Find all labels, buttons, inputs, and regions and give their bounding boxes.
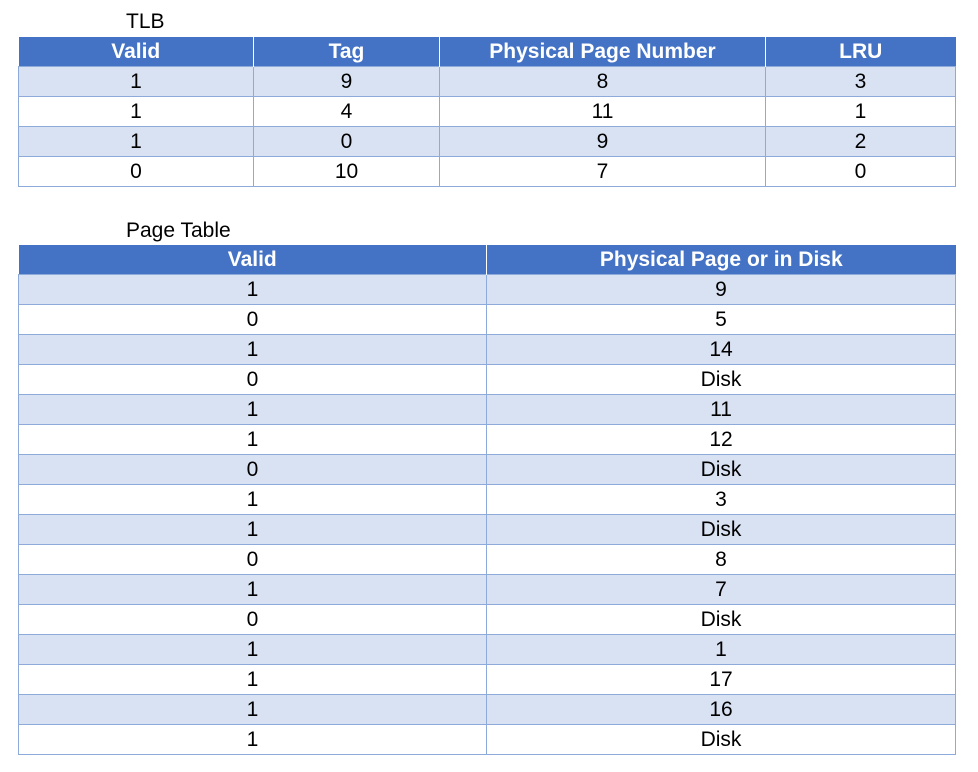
tlb-header-physical-page-number: Physical Page Number <box>440 37 766 67</box>
page-table-valid-cell: 1 <box>19 275 487 305</box>
page-table-physical-page-cell: 14 <box>487 335 956 365</box>
page-table-valid-cell: 0 <box>19 605 487 635</box>
page-table-row <box>19 545 956 575</box>
tlb-physical-page-cell: 7 <box>440 157 766 187</box>
tlb-header-row <box>19 37 956 67</box>
tlb-table <box>18 37 956 187</box>
page-table-valid-cell: 1 <box>19 725 487 755</box>
tlb-physical-page-cell: 8 <box>440 67 766 97</box>
page-table-physical-page-cell: Disk <box>487 365 956 395</box>
page-table <box>18 245 956 755</box>
page-table-valid-cell: 1 <box>19 635 487 665</box>
tlb-valid-cell: 1 <box>19 67 254 97</box>
page-table-valid-cell: 0 <box>19 455 487 485</box>
page-table-row <box>19 515 956 545</box>
page-table-physical-page-cell: 16 <box>487 695 956 725</box>
tlb-lru-cell: 0 <box>766 157 956 187</box>
page-table-valid-cell: 0 <box>19 305 487 335</box>
tlb-valid-cell: 0 <box>19 157 254 187</box>
tlb-tag-cell: 0 <box>254 127 440 157</box>
page-table-physical-page-cell: Disk <box>487 515 956 545</box>
tlb-header-valid: Valid <box>19 37 254 67</box>
page-table-physical-page-cell: Disk <box>487 725 956 755</box>
page-table-valid-cell: 1 <box>19 665 487 695</box>
page-table-physical-page-cell: 7 <box>487 575 956 605</box>
tlb-lru-cell: 1 <box>766 97 956 127</box>
page-table-row <box>19 665 956 695</box>
page-table-physical-page-cell: 3 <box>487 485 956 515</box>
page-table-valid-cell: 0 <box>19 545 487 575</box>
page-table-physical-page-cell: 12 <box>487 425 956 455</box>
page-table-header-row <box>19 245 956 275</box>
page-table-row <box>19 485 956 515</box>
page-table-valid-cell: 1 <box>19 485 487 515</box>
tlb-tag-cell: 9 <box>254 67 440 97</box>
tlb-physical-page-cell: 11 <box>440 97 766 127</box>
page-table-physical-page-cell: 5 <box>487 305 956 335</box>
page-table-row <box>19 695 956 725</box>
tlb-caption: TLB <box>126 10 165 33</box>
tlb-valid-cell: 1 <box>19 97 254 127</box>
tlb-tag-cell: 10 <box>254 157 440 187</box>
page-table-header-valid: Valid <box>19 245 487 275</box>
page-table-physical-page-cell: 8 <box>487 545 956 575</box>
tlb-row <box>19 127 956 157</box>
tlb-row <box>19 97 956 127</box>
page-table-valid-cell: 1 <box>19 425 487 455</box>
tlb-header-lru: LRU <box>766 37 956 67</box>
page-table-row <box>19 605 956 635</box>
page-table-physical-page-cell: Disk <box>487 605 956 635</box>
tlb-row <box>19 157 956 187</box>
page-table-physical-page-cell: 17 <box>487 665 956 695</box>
tlb-valid-cell: 1 <box>19 127 254 157</box>
page-table-valid-cell: 1 <box>19 575 487 605</box>
page-table-row <box>19 725 956 755</box>
tlb-lru-cell: 2 <box>766 127 956 157</box>
page-table-physical-page-cell: 11 <box>487 395 956 425</box>
tlb-lru-cell: 3 <box>766 67 956 97</box>
page-table-valid-cell: 1 <box>19 515 487 545</box>
page-table-caption: Page Table <box>126 219 231 242</box>
tlb-row <box>19 67 956 97</box>
page-table-row <box>19 335 956 365</box>
page-table-physical-page-cell: 9 <box>487 275 956 305</box>
page-table-row <box>19 305 956 335</box>
tlb-tag-cell: 4 <box>254 97 440 127</box>
page-table-valid-cell: 0 <box>19 365 487 395</box>
tlb-physical-page-cell: 9 <box>440 127 766 157</box>
tlb-header-tag: Tag <box>254 37 440 67</box>
page-table-physical-page-cell: Disk <box>487 455 956 485</box>
page-table-valid-cell: 1 <box>19 335 487 365</box>
page-table-row <box>19 455 956 485</box>
page-table-row <box>19 395 956 425</box>
page-table-header-physical-page: Physical Page or in Disk <box>487 245 956 275</box>
page-table-physical-page-cell: 1 <box>487 635 956 665</box>
page-table-row <box>19 275 956 305</box>
page-table-valid-cell: 1 <box>19 695 487 725</box>
page-table-valid-cell: 1 <box>19 395 487 425</box>
page-table-row <box>19 635 956 665</box>
page-table-row <box>19 575 956 605</box>
page-table-row <box>19 425 956 455</box>
page-table-row <box>19 365 956 395</box>
